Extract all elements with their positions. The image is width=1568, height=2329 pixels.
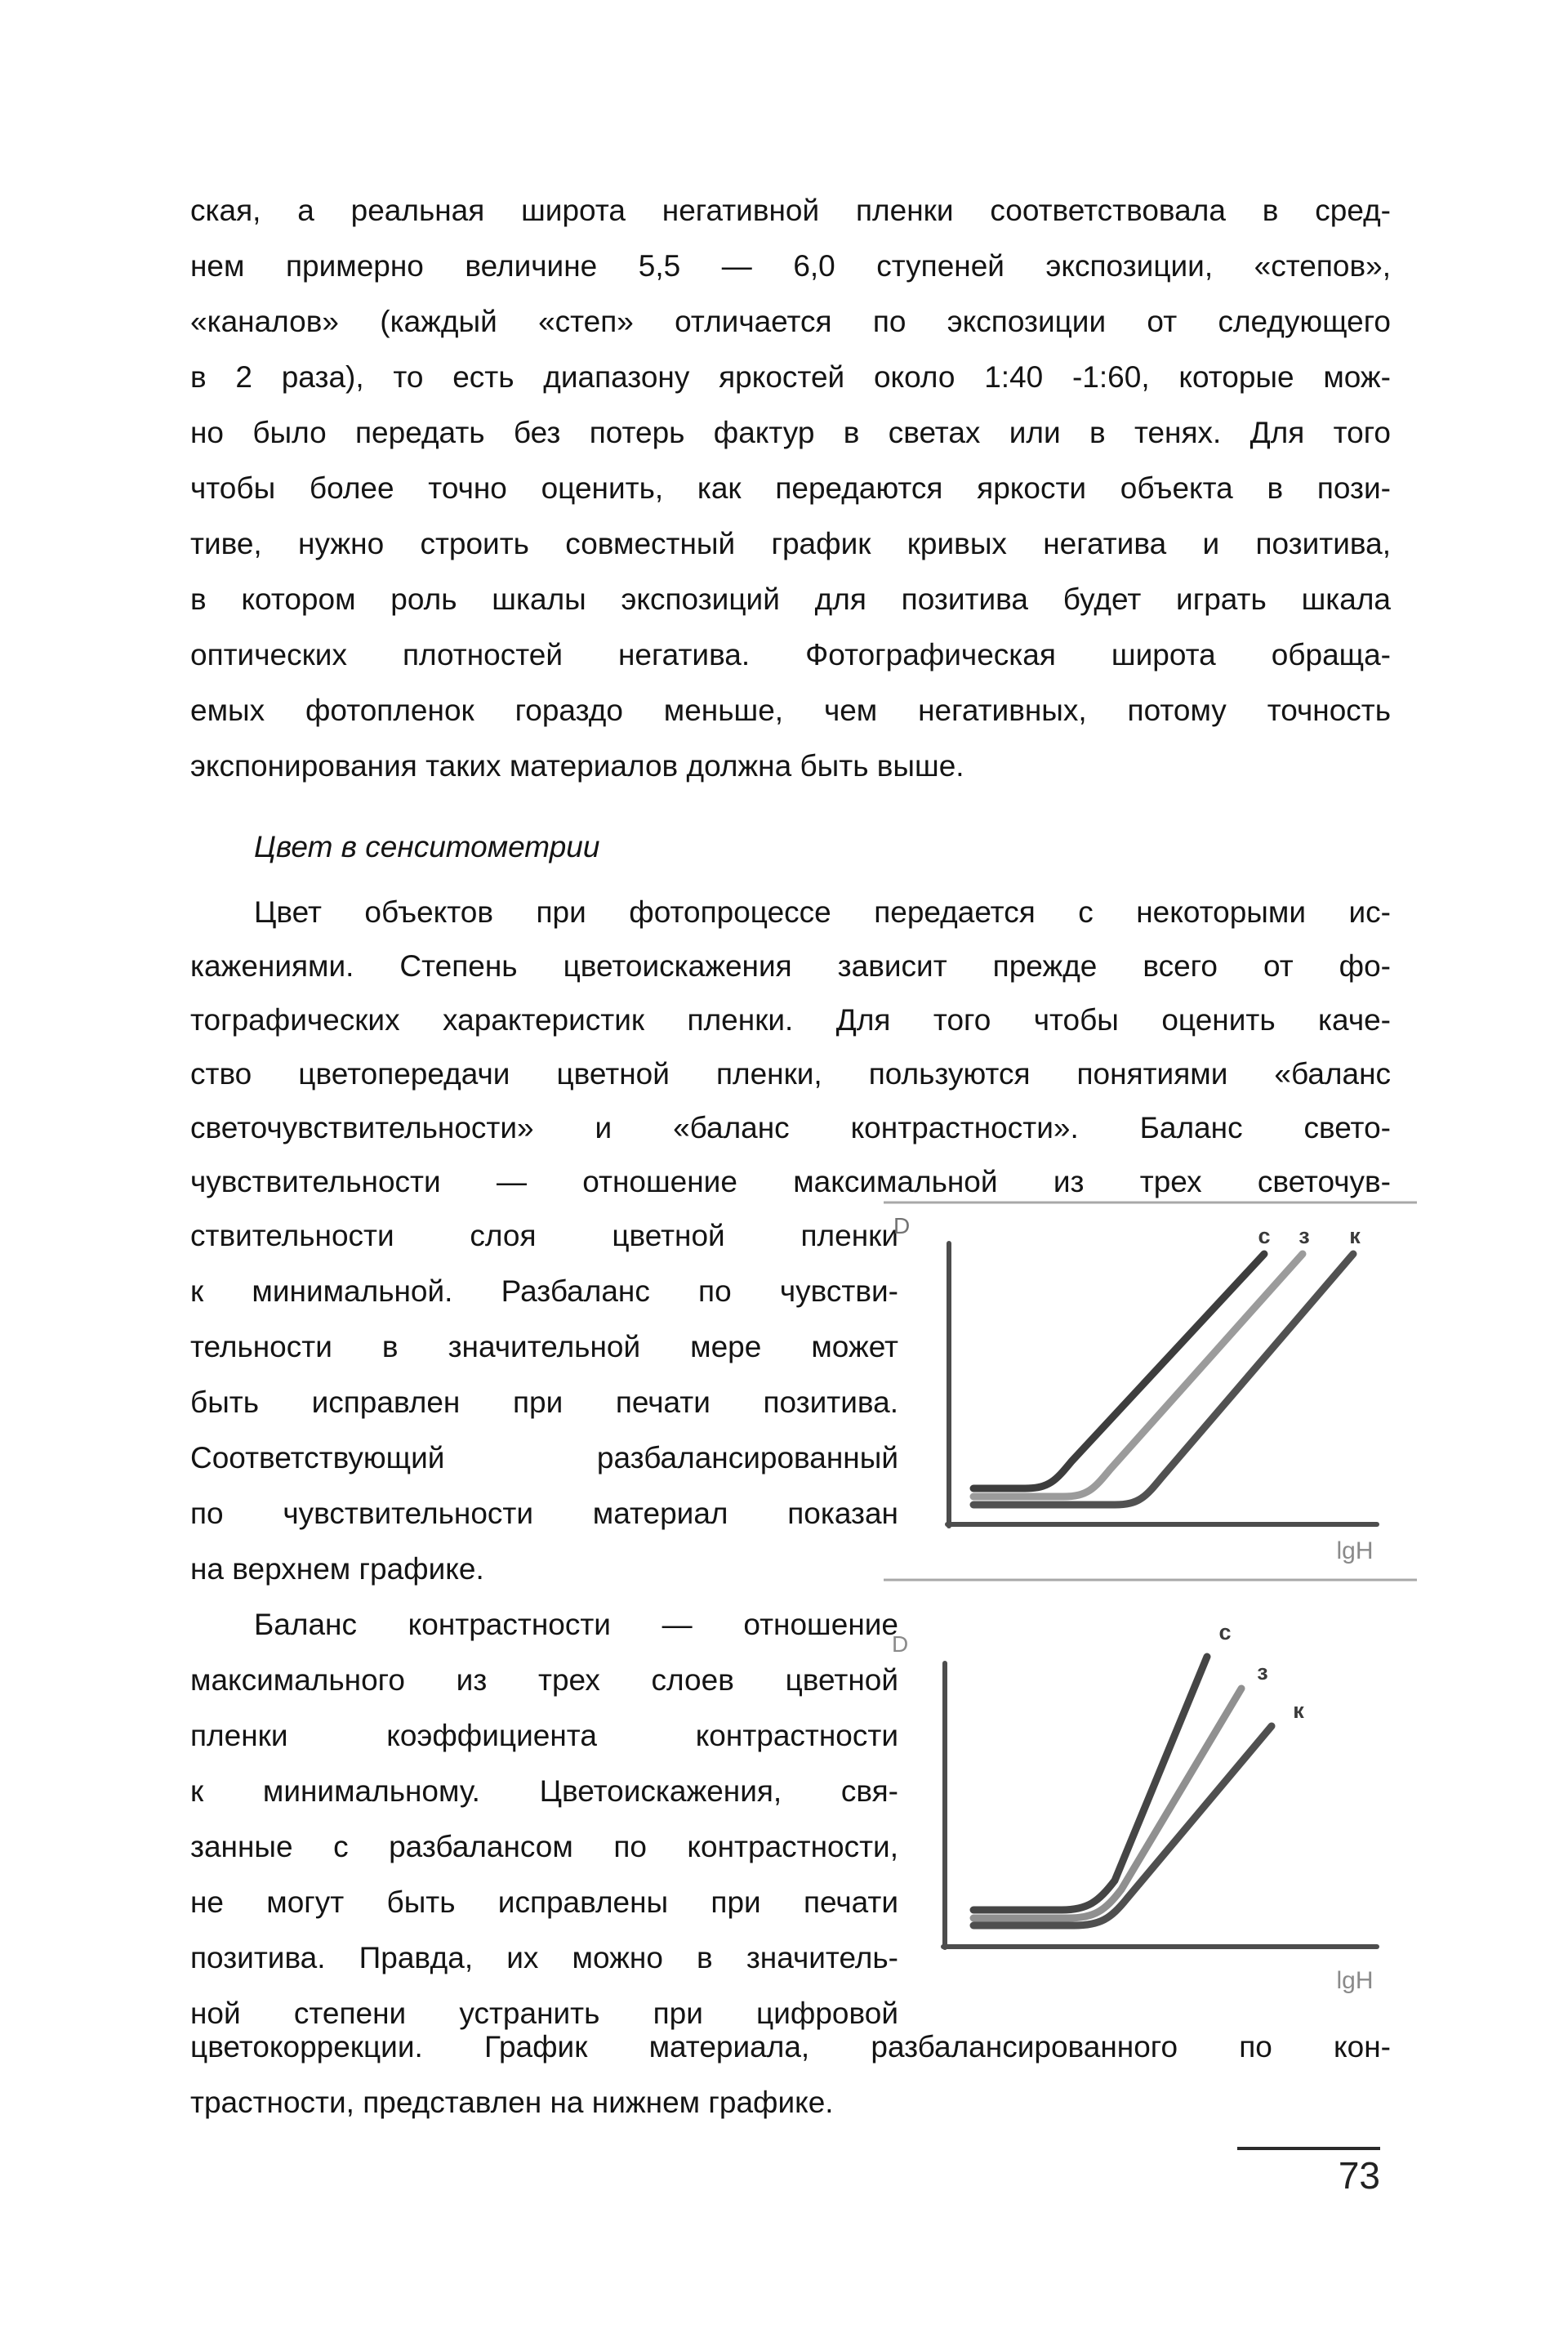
- density-axis-label: D: [893, 1213, 911, 1238]
- text-line: тельности в значительной мере может: [190, 1330, 898, 1363]
- text-line: максимального из трех слоев цветной: [190, 1663, 898, 1697]
- curve-red-layer: [973, 1254, 1353, 1505]
- text-line: ская, а реальная широта негативной пленки соответствовала в сред-: [190, 194, 1391, 227]
- column-paragraph: [190, 1208, 898, 2041]
- section-heading: [190, 820, 1391, 874]
- footer-rule: [1237, 2147, 1380, 2150]
- text-line: светочувствительности» и «баланс контрастности». Баланс свето-: [190, 1111, 1391, 1144]
- curve-green-label: з: [1298, 1224, 1310, 1248]
- text-line: Баланс контрастности — отношение: [254, 1608, 898, 1641]
- text-line: тиве, нужно строить совместный график кривых негатива и позитива,: [190, 527, 1391, 560]
- text-line: тографических характеристик пленки. Для того чтобы оценить каче-: [190, 1003, 1391, 1037]
- curve-green-label: з: [1257, 1660, 1268, 1684]
- text-line: к минимальному. Цветоискажения, свя-: [190, 1774, 898, 1808]
- text-line: ствительности слоя цветной пленки: [190, 1219, 898, 1252]
- text-line: пленки коэффициента контрастности: [190, 1719, 898, 1752]
- text-line: цветокоррекции. График материала, разбалансированного по кон-: [190, 2030, 1391, 2064]
- figure-contrast-balance: [866, 1601, 1421, 2001]
- text-line: оптических плотностей негатива. Фотографическая широта обраща-: [190, 638, 1391, 671]
- text-line: Соответствующий разбалансированный: [190, 1441, 898, 1475]
- curve-blue-layer: [973, 1254, 1264, 1488]
- curve-blue-label: с: [1258, 1224, 1271, 1248]
- text-line: к минимальной. Разбаланс по чувстви-: [190, 1274, 898, 1308]
- curve-red-label: к: [1293, 1698, 1304, 1723]
- text-line: не могут быть исправлены при печати: [190, 1885, 898, 1919]
- text-line: занные с разбалансом по контрастности,: [190, 1830, 898, 1863]
- exposure-axis-label: lgH: [1336, 1967, 1374, 1994]
- text-line: трастности, представлен на нижнем графике.: [190, 2086, 834, 2119]
- curve-blue-layer: [973, 1657, 1207, 1910]
- curve-red-label: к: [1349, 1224, 1361, 1248]
- text-line: чувствительности — отношение максимальной из трех светочув-: [190, 1165, 1391, 1198]
- text-line: ство цветопередачи цветной пленки, пользуются понятиями «баланс: [190, 1057, 1391, 1091]
- paragraph-1: [190, 183, 1391, 794]
- text-line: экспонирования таких материалов должна быть выше.: [190, 749, 964, 783]
- paragraph-2: [190, 886, 1391, 1209]
- text-line: чтобы более точно оценить, как передаются яркости объекта в пози-: [190, 471, 1391, 505]
- exposure-axis-label: lgH: [1336, 1537, 1374, 1564]
- text-line: Цвет объектов при фотопроцессе передается с некоторыми ис-: [254, 895, 1391, 929]
- text-line: в котором роль шкалы экспозиций для позитива будет играть шкала: [190, 582, 1391, 616]
- text-line: в 2 раза), то есть диапазону яркостей около 1:40 -1:60, которые мож-: [190, 360, 1391, 394]
- curve-red-layer: [973, 1726, 1272, 1925]
- page-number: 73: [1338, 2154, 1380, 2197]
- text-line: по чувствительности материал показан: [190, 1497, 898, 1530]
- text-line: быть исправлен при печати позитива.: [190, 1385, 898, 1419]
- curve-green-layer: [973, 1689, 1241, 1918]
- curve-blue-label: с: [1218, 1620, 1232, 1644]
- text-line: «каналов» (каждый «степ» отличается по экспозиции от следующего: [190, 305, 1391, 338]
- text-line: позитива. Правда, их можно в значитель-: [190, 1941, 898, 1974]
- text-line: нем примерно величине 5,5 — 6,0 ступеней экспозиции, «степов»,: [190, 249, 1391, 283]
- text-line: кажениями. Степень цветоискажения зависит прежде всего от фо-: [190, 949, 1391, 983]
- tail-paragraph: [190, 2019, 1391, 2130]
- text-line: но было передать без потерь фактур в светах или в тенях. Для того: [190, 416, 1391, 449]
- figure-sensitivity-balance: [866, 1193, 1421, 1593]
- text-line: емых фотопленок гораздо меньше, чем негативных, потому точность: [190, 694, 1391, 727]
- text-line: на верхнем графике.: [190, 1552, 484, 1586]
- density-axis-label: D: [892, 1631, 909, 1657]
- text-line: ной степени устранить при цифровой: [190, 1997, 898, 2030]
- section-heading-text: Цвет в сенситометрии: [254, 830, 600, 863]
